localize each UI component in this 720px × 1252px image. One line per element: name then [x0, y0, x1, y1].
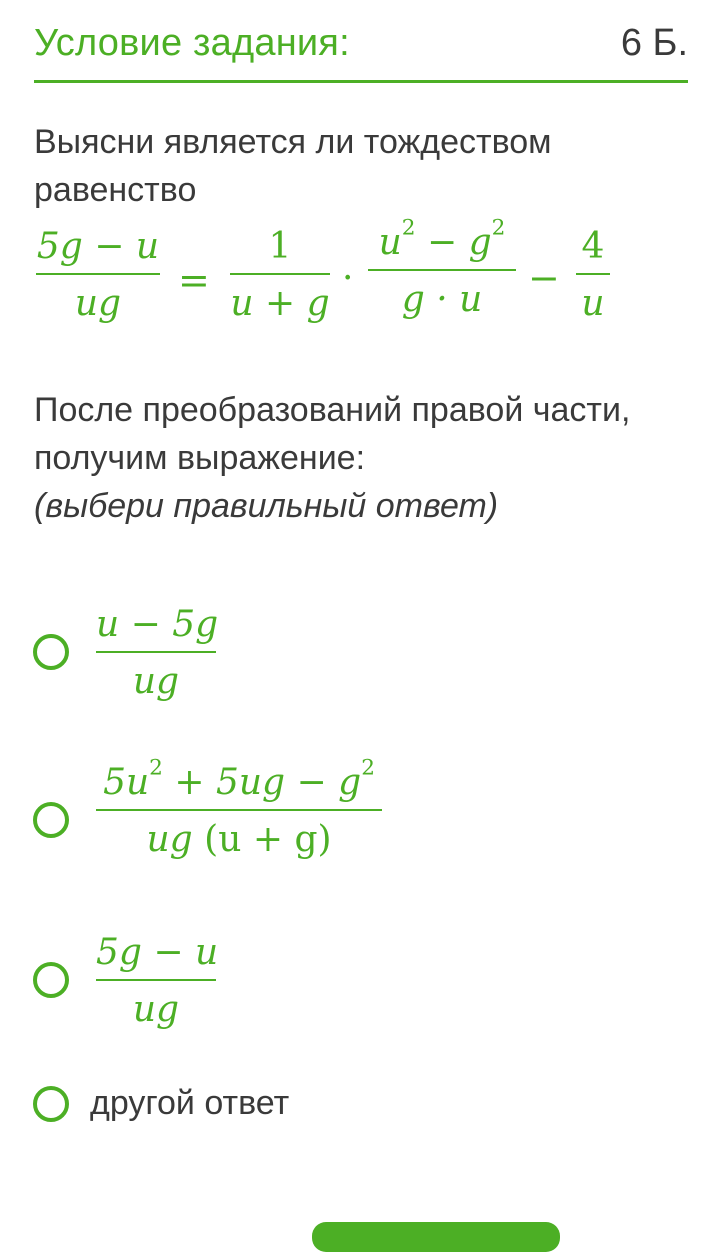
task-title: Условие задания: — [34, 22, 350, 64]
lhs-fraction — [36, 226, 160, 324]
f3-denominator: u — [581, 283, 605, 324]
f1-numerator: 1 — [268, 226, 292, 267]
fraction-bar — [36, 273, 160, 275]
fraction-bar — [96, 651, 216, 653]
option-3-fraction — [96, 932, 219, 1030]
fraction-bar — [96, 979, 216, 981]
radio-button-3[interactable] — [33, 962, 69, 998]
instruction-line-2: получим выражение: — [34, 439, 366, 477]
instruction-text — [34, 386, 684, 530]
f1-denominator: u + g — [230, 283, 330, 324]
option-4-label: другой ответ — [90, 1084, 290, 1122]
f2-denominator: g · u — [401, 279, 483, 320]
radio-button-4[interactable] — [33, 1086, 69, 1122]
option-3-denominator: ug — [132, 989, 180, 1030]
option-2-numerator: $5u^2 + 5ug - g^2$ — [103, 755, 375, 803]
fraction-bar — [96, 809, 382, 811]
f2-numerator: $u^2 - g^2$ — [378, 215, 506, 263]
radio-button-2[interactable] — [33, 802, 69, 838]
lhs-denominator: ug — [74, 283, 122, 324]
task-prompt: Выясни является ли тождеством равенство — [34, 123, 552, 209]
instruction-line-1: После преобразований правой части, — [34, 391, 631, 429]
option-1-numerator: u − 5g — [96, 604, 219, 645]
fraction-bar — [368, 269, 516, 271]
radio-button-1[interactable] — [33, 634, 69, 670]
fraction-bar — [576, 273, 610, 275]
f3-numerator: 4 — [581, 226, 605, 267]
minus-sign: − — [528, 256, 560, 300]
fraction-four-over-u — [576, 226, 610, 324]
task-header — [34, 14, 688, 83]
fraction-difference-of-squares — [368, 215, 516, 320]
submit-button[interactable] — [312, 1222, 560, 1252]
fraction-one-over-sum — [230, 226, 330, 324]
option-1-denominator: ug — [132, 661, 180, 702]
option-1-fraction — [96, 604, 219, 702]
task-points: 6 Б. — [620, 22, 688, 64]
equals-sign: = — [178, 258, 210, 302]
lhs-numerator: 5g − u — [36, 226, 160, 267]
option-3-numerator: 5g − u — [96, 932, 219, 973]
multiply-dot: · — [342, 258, 354, 299]
option-2-fraction — [96, 755, 382, 860]
option-2-denominator: ug (u + g) — [146, 819, 332, 860]
fraction-bar — [230, 273, 330, 275]
answer-hint: (выбери правильный ответ) — [34, 487, 499, 525]
